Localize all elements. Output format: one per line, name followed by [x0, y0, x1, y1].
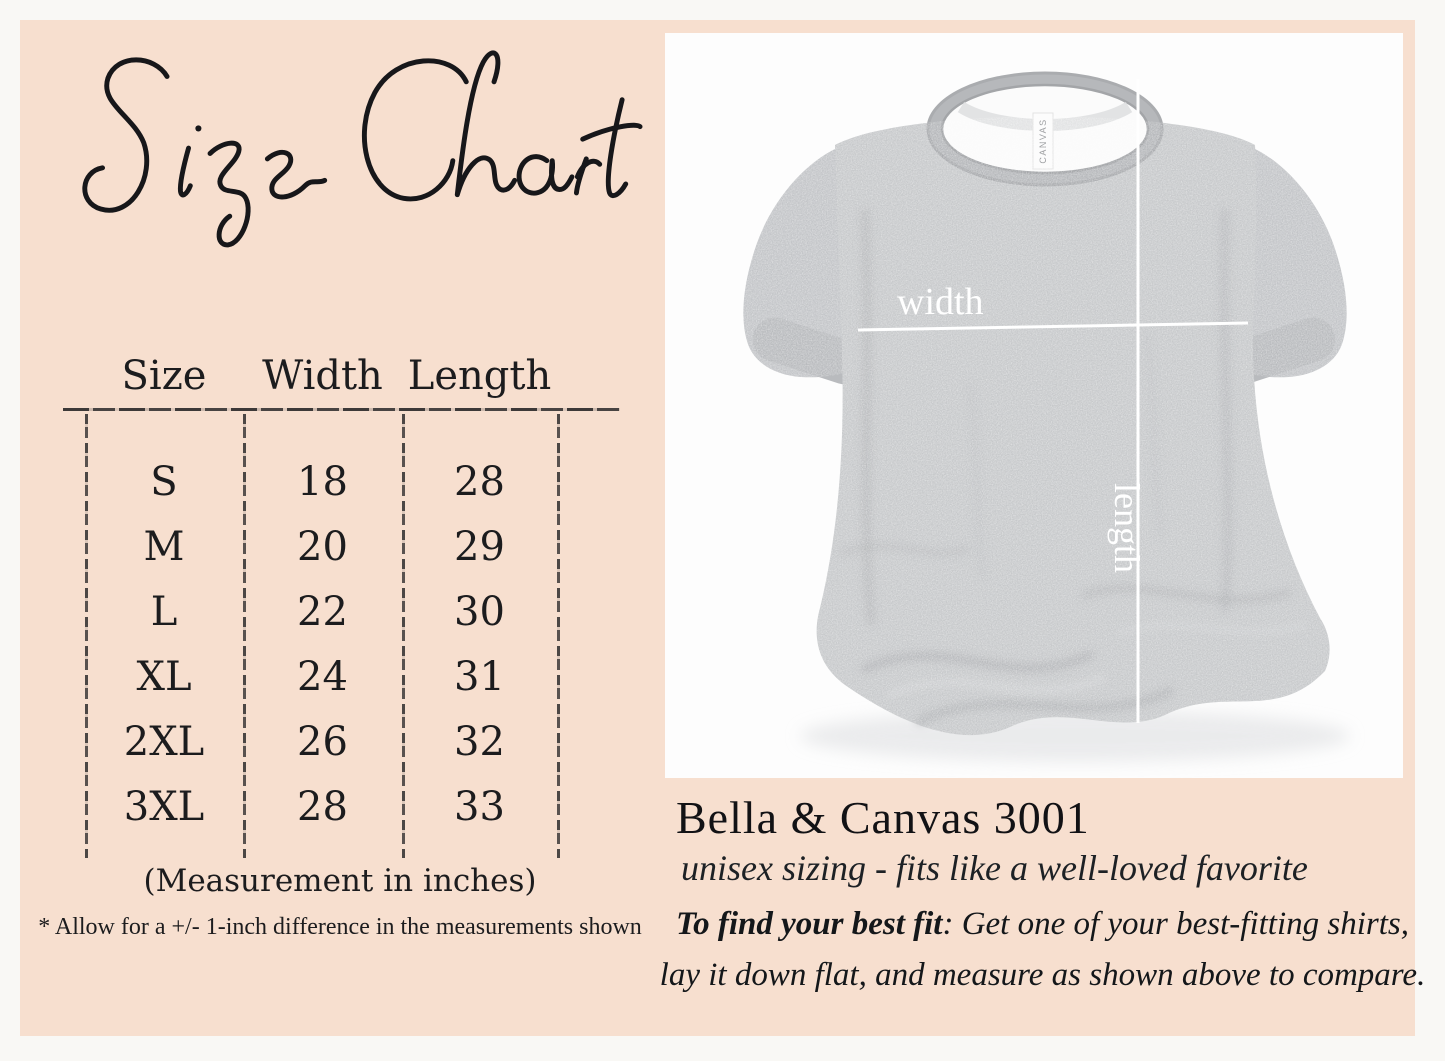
cell-length: 31: [454, 654, 505, 700]
table-row: [85, 710, 557, 775]
size-chart-script-title: [52, 46, 644, 261]
cell-size: L: [150, 589, 178, 635]
fit-tip: [645, 899, 1440, 1001]
cell-width: 18: [297, 459, 348, 505]
table-row: [85, 450, 557, 515]
table-row: [85, 645, 557, 710]
table-row: [85, 515, 557, 580]
table-header-rule: [63, 408, 620, 411]
cell-size: XL: [136, 654, 192, 700]
cell-width: 24: [297, 654, 348, 700]
page-title: [0, 0, 1, 1]
cell-width: 20: [297, 524, 348, 570]
cell-size: S: [150, 459, 178, 505]
units-note: (Measurement in inches): [143, 863, 537, 899]
table-row: [85, 775, 557, 840]
fit-tip-line1-rest: : Get one of your best-fitting shirts,: [942, 906, 1409, 942]
cell-length: 32: [454, 719, 505, 765]
product-tagline: unisex sizing - fits like a well-loved favorite: [681, 848, 1308, 888]
size-table-header: [85, 350, 557, 406]
cell-size: 3XL: [123, 784, 205, 830]
length-label: length: [1107, 483, 1147, 573]
width-label: width: [897, 281, 984, 323]
cell-length: 29: [454, 524, 505, 570]
fit-tip-line2: lay it down flat, and measure as shown above to compare.: [659, 957, 1426, 994]
cell-length: 30: [454, 589, 505, 635]
tolerance-disclaimer: * Allow for a +/- 1-inch difference in the measurements shown: [38, 914, 642, 940]
col-header-width: Width: [262, 353, 383, 399]
heather-texture: [665, 33, 1403, 778]
cell-length: 28: [454, 459, 505, 505]
product-name: Bella & Canvas 3001: [676, 792, 1090, 843]
table-row: [85, 580, 557, 645]
table-divider: [557, 414, 560, 858]
tshirt-illustration: [665, 33, 1403, 778]
fit-tip-lead: To find your best fit: [675, 906, 943, 942]
col-header-length: Length: [407, 353, 552, 399]
tshirt-photo: [665, 33, 1403, 778]
size-table: [63, 350, 620, 862]
cell-width: 26: [297, 719, 348, 765]
cell-size: M: [143, 524, 185, 570]
cell-width: 22: [297, 589, 348, 635]
cell-size: 2XL: [123, 719, 205, 765]
col-header-size: Size: [121, 353, 207, 399]
cell-length: 33: [454, 784, 505, 830]
cell-width: 28: [297, 784, 348, 830]
size-table-body: [85, 450, 557, 840]
